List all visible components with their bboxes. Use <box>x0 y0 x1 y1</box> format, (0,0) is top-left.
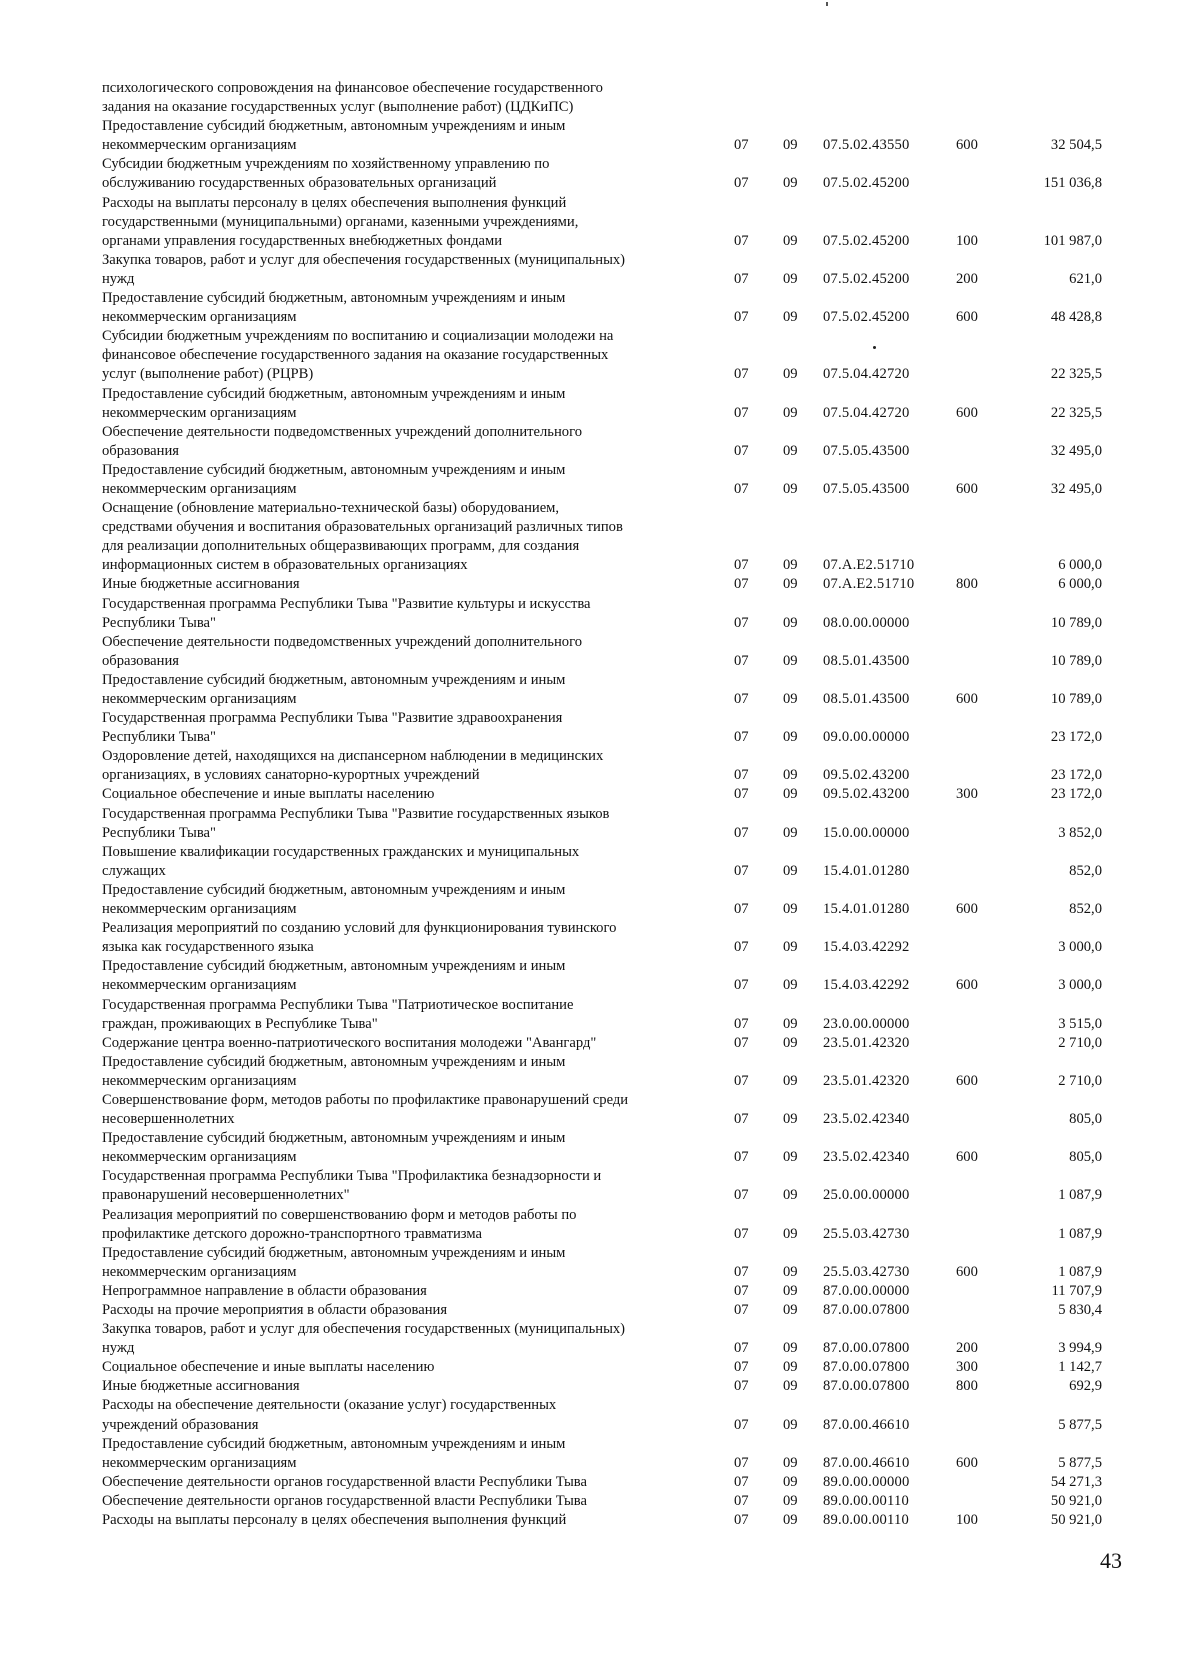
table-row <box>102 595 1102 633</box>
row-section: 07 <box>734 1492 749 1509</box>
row-name: Предоставление субсидий бюджетным, автономным учреждениям и иным некоммерческим организациям <box>102 461 566 497</box>
row-subsection: 09 <box>783 1034 798 1051</box>
table-row <box>102 1091 1102 1129</box>
row-target-code: 07.5.02.45200 <box>823 175 910 192</box>
row-name: психологического сопровождения на финансовое обеспечение государственного задания на оказание государственных услуг (выполнение работ) (ЦДКиПС) <box>102 80 603 116</box>
row-target-code: 07.5.02.45200 <box>823 232 910 249</box>
row-amount: 22 325,5 <box>1050 366 1102 383</box>
row-amount: 805,0 <box>1069 1111 1102 1128</box>
table-row <box>102 1244 1102 1282</box>
row-subsection: 09 <box>783 1473 798 1490</box>
table-row <box>102 289 1102 327</box>
row-name: Реализация мероприятий по созданию условий для функционирования тувинского языка как государственного языка <box>102 920 617 956</box>
table-row <box>102 461 1102 499</box>
row-amount: 50 921,0 <box>1050 1512 1102 1529</box>
row-section: 07 <box>734 901 749 918</box>
row-amount: 5 877,5 <box>1058 1416 1102 1433</box>
row-name: Иные бюджетные ассигнования <box>102 1378 300 1395</box>
row-expense-type: 300 <box>956 786 978 803</box>
row-target-code: 15.4.01.01280 <box>823 901 910 918</box>
row-expense-type: 600 <box>956 404 978 421</box>
row-subsection: 09 <box>783 175 798 192</box>
row-target-code: 87.0.00.07800 <box>823 1359 910 1376</box>
row-name: Предоставление субсидий бюджетным, автономным учреждениям и иным некоммерческим организациям <box>102 958 566 994</box>
row-name: Закупка товаров, работ и услуг для обеспечения государственных (муниципальных) нужд <box>102 251 626 287</box>
table-row <box>102 79 1102 117</box>
row-section: 07 <box>734 1512 749 1529</box>
row-subsection: 09 <box>783 691 798 707</box>
table-row <box>102 1053 1102 1091</box>
row-amount: 23 172,0 <box>1050 767 1102 784</box>
row-section: 07 <box>734 1072 749 1089</box>
row-amount: 32 495,0 <box>1050 480 1102 497</box>
row-expense-type: 100 <box>956 232 978 249</box>
table-row <box>102 1167 1102 1205</box>
row-subsection: 09 <box>783 1416 798 1433</box>
table-row <box>102 919 1102 957</box>
row-amount: 621,0 <box>1069 270 1102 287</box>
row-expense-type: 600 <box>956 691 978 707</box>
row-amount: 54 271,3 <box>1050 1473 1102 1490</box>
row-target-code: 08.5.01.43500 <box>823 691 910 707</box>
table-row <box>102 1511 1102 1530</box>
row-expense-type: 600 <box>956 1072 978 1089</box>
row-name: Оснащение (обновление материально-технической базы) оборудованием, средствами обучения и воспитания образовательных организаций различных типов для реализации дополнительных общеразвивающих программ, для создания информационных систем в образовательных организациях <box>102 500 623 574</box>
row-target-code: 23.5.02.42340 <box>823 1111 910 1128</box>
row-section: 07 <box>734 729 749 746</box>
table-row <box>102 155 1102 193</box>
row-subsection: 09 <box>783 366 798 383</box>
row-name: Непрограммное направление в области образования <box>102 1282 427 1299</box>
row-amount: 805,0 <box>1069 1149 1102 1166</box>
table-row <box>102 423 1102 461</box>
row-name: Предоставление субсидий бюджетным, автономным учреждениям и иным некоммерческим организациям <box>102 1130 566 1166</box>
row-subsection: 09 <box>783 1340 798 1357</box>
row-target-code: 25.5.03.42730 <box>823 1263 910 1280</box>
row-subsection: 09 <box>783 1263 798 1280</box>
row-subsection: 09 <box>783 786 798 803</box>
row-subsection: 09 <box>783 480 798 497</box>
row-amount: 5 830,4 <box>1058 1302 1102 1318</box>
row-target-code: 23.5.01.42320 <box>823 1072 910 1089</box>
row-name: Субсидии бюджетным учреждениям по хозяйственному управлению по обслуживанию государственных образовательных организаций <box>102 156 550 192</box>
table-row <box>102 117 1102 155</box>
row-subsection: 09 <box>783 901 798 918</box>
row-name: Предоставление субсидий бюджетным, автономным учреждениям и иным некоммерческим организациям <box>102 1435 566 1471</box>
row-section: 07 <box>734 137 749 154</box>
row-section: 07 <box>734 691 749 707</box>
row-subsection: 09 <box>783 614 798 631</box>
row-section: 07 <box>734 232 749 249</box>
row-section: 07 <box>734 824 749 841</box>
row-subsection: 09 <box>783 1015 798 1032</box>
row-amount: 852,0 <box>1069 901 1102 918</box>
table-row <box>102 805 1102 843</box>
row-amount: 1 087,9 <box>1058 1187 1102 1204</box>
row-expense-type: 600 <box>956 1454 978 1471</box>
table-row <box>102 709 1102 747</box>
row-amount: 3 515,0 <box>1058 1015 1102 1032</box>
row-name: Расходы на обеспечение деятельности (оказание услуг) государственных учреждений образования <box>102 1397 557 1433</box>
row-subsection: 09 <box>783 309 798 326</box>
row-expense-type: 300 <box>956 1359 978 1376</box>
row-target-code: 07.5.05.43500 <box>823 480 910 497</box>
row-section: 07 <box>734 1149 749 1166</box>
row-target-code: 07.5.02.45200 <box>823 270 910 287</box>
row-subsection: 09 <box>783 824 798 841</box>
table-row <box>102 1377 1102 1396</box>
row-target-code: 07.5.02.43550 <box>823 137 910 154</box>
table-row <box>102 1473 1102 1492</box>
row-target-code: 25.5.03.42730 <box>823 1225 910 1242</box>
row-section: 07 <box>734 1378 749 1395</box>
row-section: 07 <box>734 862 749 879</box>
row-name: Содержание центра военно-патриотического воспитания молодежи "Авангард" <box>102 1034 597 1051</box>
row-name: Государственная программа Республики Тыва "Развитие государственных языков Республики Тыва" <box>102 805 610 841</box>
row-section: 07 <box>734 576 749 593</box>
row-subsection: 09 <box>783 1111 798 1128</box>
row-section: 07 <box>734 1015 749 1032</box>
row-target-code: 07.А.Е2.51710 <box>823 557 915 574</box>
row-amount: 1 087,9 <box>1058 1225 1102 1242</box>
table-row <box>102 996 1102 1034</box>
table-row <box>102 1034 1102 1053</box>
row-target-code: 25.0.00.00000 <box>823 1187 910 1204</box>
table-row <box>102 1320 1102 1358</box>
row-section: 07 <box>734 309 749 326</box>
row-subsection: 09 <box>783 557 798 574</box>
row-subsection: 09 <box>783 1187 798 1204</box>
row-target-code: 09.5.02.43200 <box>823 767 910 784</box>
row-amount: 23 172,0 <box>1050 786 1102 803</box>
row-name: Государственная программа Республики Тыва "Профилактика безнадзорности и правонарушений несовершеннолетних" <box>102 1168 602 1204</box>
table-row <box>102 194 1102 251</box>
scan-mark <box>826 2 828 6</box>
row-section: 07 <box>734 1473 749 1490</box>
row-section: 07 <box>734 1111 749 1128</box>
row-expense-type: 600 <box>956 137 978 154</box>
table-row <box>102 1435 1102 1473</box>
row-name: Предоставление субсидий бюджетным, автономным учреждениям и иным некоммерческим организациям <box>102 881 566 918</box>
row-amount: 22 325,5 <box>1050 404 1102 421</box>
row-amount: 692,9 <box>1069 1378 1102 1395</box>
row-amount: 151 036,8 <box>1043 175 1102 192</box>
row-target-code: 15.4.03.42292 <box>823 977 910 994</box>
row-section: 07 <box>734 404 749 421</box>
table-row <box>102 633 1102 671</box>
row-name: Закупка товаров, работ и услуг для обеспечения государственных (муниципальных) нужд <box>102 1321 626 1357</box>
row-amount: 50 921,0 <box>1050 1492 1102 1509</box>
row-name: Повышение квалификации государственных гражданских и муниципальных служащих <box>102 843 580 879</box>
table-row <box>102 785 1102 804</box>
row-subsection: 09 <box>783 1378 798 1395</box>
row-amount: 101 987,0 <box>1043 232 1102 249</box>
row-name: Предоставление субсидий бюджетным, автономным учреждениям и иным некоммерческим организациям <box>102 385 566 421</box>
row-amount: 6 000,0 <box>1058 576 1102 593</box>
row-target-code: 87.0.00.07800 <box>823 1340 910 1357</box>
table-row <box>102 385 1102 423</box>
row-amount: 6 000,0 <box>1058 557 1102 574</box>
row-target-code: 23.5.02.42340 <box>823 1149 910 1166</box>
table-row <box>102 747 1102 785</box>
row-expense-type: 200 <box>956 270 978 287</box>
row-target-code: 87.0.00.46610 <box>823 1416 910 1433</box>
row-subsection: 09 <box>783 862 798 879</box>
row-name: Предоставление субсидий бюджетным, автономным учреждениям и иным некоммерческим организациям <box>102 671 566 707</box>
row-target-code: 87.0.00.07800 <box>823 1378 910 1395</box>
page-number: 43 <box>1100 1548 1122 1573</box>
row-amount: 10 789,0 <box>1050 614 1102 631</box>
row-amount: 1 087,9 <box>1058 1263 1102 1280</box>
row-target-code: 23.5.01.42320 <box>823 1034 910 1051</box>
row-target-code: 89.0.00.00000 <box>823 1473 910 1490</box>
row-section: 07 <box>734 270 749 287</box>
row-section: 07 <box>734 1263 749 1280</box>
row-section: 07 <box>734 614 749 631</box>
row-target-code: 87.0.00.46610 <box>823 1454 910 1471</box>
row-target-code: 15.4.03.42292 <box>823 939 910 956</box>
row-name: Расходы на выплаты персоналу в целях обеспечения выполнения функций государственными (муниципальными) органами, казенными учреждениями, органами управления государственных внебюджетных фондами <box>102 194 579 249</box>
row-subsection: 09 <box>783 652 798 669</box>
row-target-code: 07.5.04.42720 <box>823 404 910 421</box>
row-name: Обеспечение деятельности органов государственной власти Республики Тыва <box>102 1492 587 1509</box>
row-section: 07 <box>734 652 749 669</box>
row-target-code: 23.0.00.00000 <box>823 1015 910 1032</box>
row-name: Социальное обеспечение и иные выплаты населению <box>102 786 435 803</box>
row-name: Иные бюджетные ассигнования <box>102 576 300 593</box>
row-subsection: 09 <box>783 442 798 459</box>
row-target-code: 08.0.00.00000 <box>823 614 910 631</box>
table-row <box>102 671 1102 709</box>
row-target-code: 87.0.00.07800 <box>823 1302 910 1318</box>
row-section: 07 <box>734 366 749 383</box>
row-section: 07 <box>734 175 749 192</box>
row-expense-type: 100 <box>956 1512 978 1529</box>
row-amount: 32 504,5 <box>1050 137 1102 154</box>
row-section: 07 <box>734 939 749 956</box>
row-name: Предоставление субсидий бюджетным, автономным учреждениям и иным некоммерческим организациям <box>102 1244 566 1280</box>
row-name: Государственная программа Республики Тыва "Развитие здравоохранения Республики Тыва" <box>102 710 563 746</box>
row-subsection: 09 <box>783 404 798 421</box>
row-target-code: 08.5.01.43500 <box>823 652 910 669</box>
table-row <box>102 843 1102 881</box>
budget-table <box>102 79 1102 1530</box>
row-target-code: 09.5.02.43200 <box>823 786 910 803</box>
row-name: Предоставление субсидий бюджетным, автономным учреждениям и иным некоммерческим организациям <box>102 290 566 326</box>
row-expense-type: 800 <box>956 576 978 593</box>
table-row <box>102 1358 1102 1377</box>
row-section: 07 <box>734 1359 749 1376</box>
table-row <box>102 575 1102 594</box>
row-amount: 1 142,7 <box>1058 1359 1102 1376</box>
table-row <box>102 1206 1102 1244</box>
row-subsection: 09 <box>783 1072 798 1089</box>
row-target-code: 09.0.00.00000 <box>823 729 910 746</box>
row-name: Оздоровление детей, находящихся на диспансерном наблюдении в медицинских организациях, в условиях санаторно-курортных учреждений <box>102 748 604 784</box>
row-name: Совершенствование форм, методов работы по профилактике правонарушений среди несовершеннолетних <box>102 1091 629 1128</box>
row-name: Обеспечение деятельности подведомственных учреждений дополнительного образования <box>102 423 582 459</box>
row-subsection: 09 <box>783 977 798 994</box>
row-expense-type: 600 <box>956 309 978 326</box>
row-target-code: 15.4.01.01280 <box>823 862 910 879</box>
row-section: 07 <box>734 1187 749 1204</box>
row-name: Социальное обеспечение и иные выплаты населению <box>102 1359 435 1376</box>
table-row <box>102 499 1102 575</box>
row-section: 07 <box>734 767 749 784</box>
row-amount: 10 789,0 <box>1050 652 1102 669</box>
row-name: Предоставление субсидий бюджетным, автономным учреждениям и иным некоммерческим организациям <box>102 1053 566 1089</box>
table-row <box>102 1396 1102 1434</box>
row-subsection: 09 <box>783 137 798 154</box>
row-subsection: 09 <box>783 270 798 287</box>
table-row <box>102 1282 1102 1301</box>
row-amount: 3 852,0 <box>1058 824 1102 841</box>
row-section: 07 <box>734 1282 749 1299</box>
row-expense-type: 600 <box>956 1149 978 1166</box>
row-amount: 3 000,0 <box>1058 977 1102 994</box>
row-subsection: 09 <box>783 1225 798 1242</box>
row-amount: 852,0 <box>1069 862 1102 879</box>
row-name: Расходы на прочие мероприятия в области образования <box>102 1302 448 1318</box>
row-amount: 32 495,0 <box>1050 442 1102 459</box>
row-expense-type: 800 <box>956 1378 978 1395</box>
row-section: 07 <box>734 1225 749 1242</box>
row-subsection: 09 <box>783 232 798 249</box>
row-name: Субсидии бюджетным учреждениям по воспитанию и социализации молодежи на финансовое обеспечение государственного задания на оказание государственных услуг (выполнение работ) (РЦРВ) <box>102 328 614 383</box>
row-section: 07 <box>734 1416 749 1433</box>
table-row <box>102 1301 1102 1320</box>
row-section: 07 <box>734 1302 749 1318</box>
row-expense-type: 200 <box>956 1340 978 1357</box>
row-target-code: 89.0.00.00110 <box>823 1492 909 1509</box>
row-amount: 3 000,0 <box>1058 939 1102 956</box>
row-amount: 48 428,8 <box>1050 309 1102 326</box>
table-row <box>102 327 1102 384</box>
row-name: Реализация мероприятий по совершенствованию форм и методов работы по профилактике детского дорожно-транспортного травматизма <box>102 1206 577 1242</box>
row-section: 07 <box>734 977 749 994</box>
row-expense-type: 600 <box>956 901 978 918</box>
row-subsection: 09 <box>783 576 798 593</box>
row-subsection: 09 <box>783 1282 798 1299</box>
row-name: Обеспечение деятельности подведомственных учреждений дополнительного образования <box>102 633 582 669</box>
row-expense-type: 600 <box>956 1263 978 1280</box>
row-subsection: 09 <box>783 1359 798 1376</box>
row-expense-type: 600 <box>956 977 978 994</box>
row-subsection: 09 <box>783 1454 798 1471</box>
row-amount: 10 789,0 <box>1050 691 1102 707</box>
row-name: Государственная программа Республики Тыва "Развитие культуры и искусства Республики Тыва" <box>102 595 591 631</box>
table-row <box>102 1129 1102 1167</box>
row-target-code: 07.5.02.45200 <box>823 309 910 326</box>
row-amount: 5 877,5 <box>1058 1454 1102 1471</box>
row-section: 07 <box>734 786 749 803</box>
row-amount: 2 710,0 <box>1058 1072 1102 1089</box>
row-name: Предоставление субсидий бюджетным, автономным учреждениям и иным некоммерческим организациям <box>102 118 566 154</box>
row-target-code: 87.0.00.00000 <box>823 1282 910 1299</box>
row-section: 07 <box>734 557 749 574</box>
row-section: 07 <box>734 1034 749 1051</box>
row-name: Расходы на выплаты персоналу в целях обеспечения выполнения функций <box>102 1512 567 1529</box>
row-target-code: 07.5.05.43500 <box>823 442 910 459</box>
row-name: Обеспечение деятельности органов государственной власти Республики Тыва <box>102 1473 587 1490</box>
row-amount: 2 710,0 <box>1058 1034 1102 1051</box>
row-subsection: 09 <box>783 939 798 956</box>
row-amount: 11 707,9 <box>1051 1282 1102 1299</box>
row-expense-type: 600 <box>956 480 978 497</box>
table-row <box>102 881 1102 919</box>
row-subsection: 09 <box>783 1512 798 1529</box>
row-amount: 23 172,0 <box>1050 729 1102 746</box>
row-section: 07 <box>734 480 749 497</box>
table-row <box>102 251 1102 289</box>
row-subsection: 09 <box>783 1302 798 1318</box>
row-target-code: 07.А.Е2.51710 <box>823 576 915 593</box>
row-subsection: 09 <box>783 767 798 784</box>
row-section: 07 <box>734 1340 749 1357</box>
row-section: 07 <box>734 442 749 459</box>
row-target-code: 89.0.00.00110 <box>823 1512 909 1529</box>
row-section: 07 <box>734 1454 749 1471</box>
row-subsection: 09 <box>783 1492 798 1509</box>
row-subsection: 09 <box>783 729 798 746</box>
row-amount: 3 994,9 <box>1058 1340 1102 1357</box>
row-name: Государственная программа Республики Тыва "Патриотическое воспитание граждан, проживающих в Республике Тыва" <box>102 996 574 1032</box>
row-target-code: 07.5.04.42720 <box>823 366 910 383</box>
table-row <box>102 957 1102 995</box>
row-subsection: 09 <box>783 1149 798 1166</box>
table-row <box>102 1492 1102 1511</box>
row-target-code: 15.0.00.00000 <box>823 824 910 841</box>
